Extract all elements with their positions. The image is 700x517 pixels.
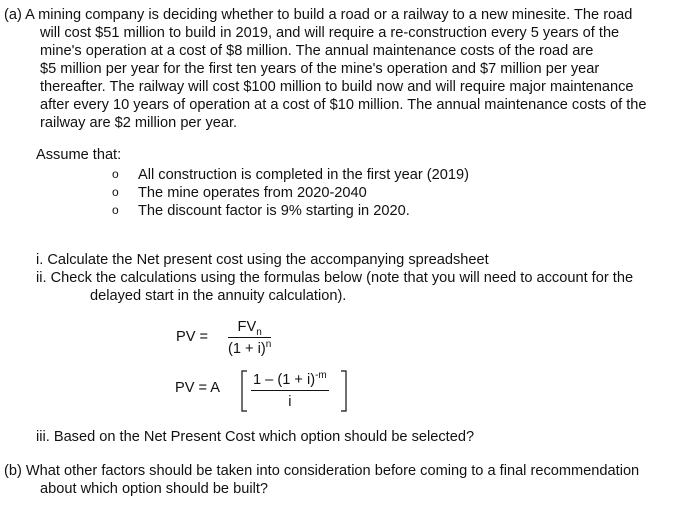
part-a-line-6: after every 10 years of operation at a cost of $10 million. The annual maintenance costs of the	[40, 97, 647, 113]
question-i: i. Calculate the Net present cost using the accompanying spreadsheet	[36, 252, 489, 268]
assumption-text-1: All construction is completed in the first year (2019)	[138, 167, 469, 183]
list-item	[112, 184, 469, 202]
assumption-text-2: The mine operates from 2020-2040	[138, 185, 367, 201]
part-a-line-2: will cost $51 million to build in 2019, and will require a re-construction every 5 years of the	[40, 25, 620, 41]
part-a-line-5: thereafter. The railway will cost $100 million to build now and will require major maintenance	[40, 79, 634, 95]
bullet-circle-icon: o	[112, 185, 119, 199]
assume-heading: Assume that:	[36, 147, 122, 163]
bullet-circle-icon: o	[112, 167, 119, 181]
formula-2-denominator: i	[288, 394, 292, 410]
part-a-line-4: $5 million per year for the first ten years of the mine's operation and $7 million per year	[40, 61, 600, 77]
formula-2-label: PV = A	[175, 380, 221, 396]
question-iii: iii. Based on the Net Present Cost which option should be selected?	[36, 429, 475, 445]
part-a-line-7: railway are $2 million per year.	[40, 115, 238, 131]
formula-1-denominator-sup: n	[265, 339, 272, 351]
assumption-text-3: The discount factor is 9% starting in 2020.	[138, 203, 410, 219]
formula-1-label: PV =	[176, 329, 209, 345]
part-b-line-1: (b) What other factors should be taken into consideration before coming to a final recommendation	[4, 463, 640, 479]
assumption-list	[112, 166, 469, 220]
formula-1-fraction	[228, 318, 271, 358]
part-a-paragraph	[4, 6, 684, 132]
bullet-circle-icon: o	[112, 203, 119, 217]
formula-1-numerator-text: FV	[237, 319, 257, 335]
question-ii-line-2: delayed start in the annuity calculation).	[90, 288, 347, 304]
part-a-line-3: mine's operation at a cost of $8 million. The annual maintenance costs of the road are	[40, 43, 594, 59]
question-ii-line-1: ii. Check the calculations using the formulas below (note that you will need to account for the	[36, 270, 634, 286]
formula-1-denominator	[228, 338, 271, 358]
formula-1-numerator-sub: n	[256, 326, 262, 338]
part-b-line-2: about which option should be built?	[40, 481, 268, 497]
list-item	[112, 202, 469, 220]
formula-present-value	[176, 318, 316, 362]
formula-2-numerator	[251, 371, 329, 391]
list-item	[112, 166, 469, 184]
formula-2-numerator-text: 1 – (1 + i)	[253, 372, 316, 388]
formula-1-numerator	[228, 318, 271, 338]
part-a-line-1: (a) A mining company is deciding whether to build a road or a railway to a new minesite. The road	[4, 7, 633, 23]
formula-2-fraction	[251, 371, 329, 411]
formula-annuity	[175, 369, 375, 417]
part-b-paragraph	[4, 462, 684, 498]
formula-1-denominator-text: (1 + i)	[228, 341, 266, 357]
formula-2-numerator-sup: -m	[315, 370, 327, 382]
